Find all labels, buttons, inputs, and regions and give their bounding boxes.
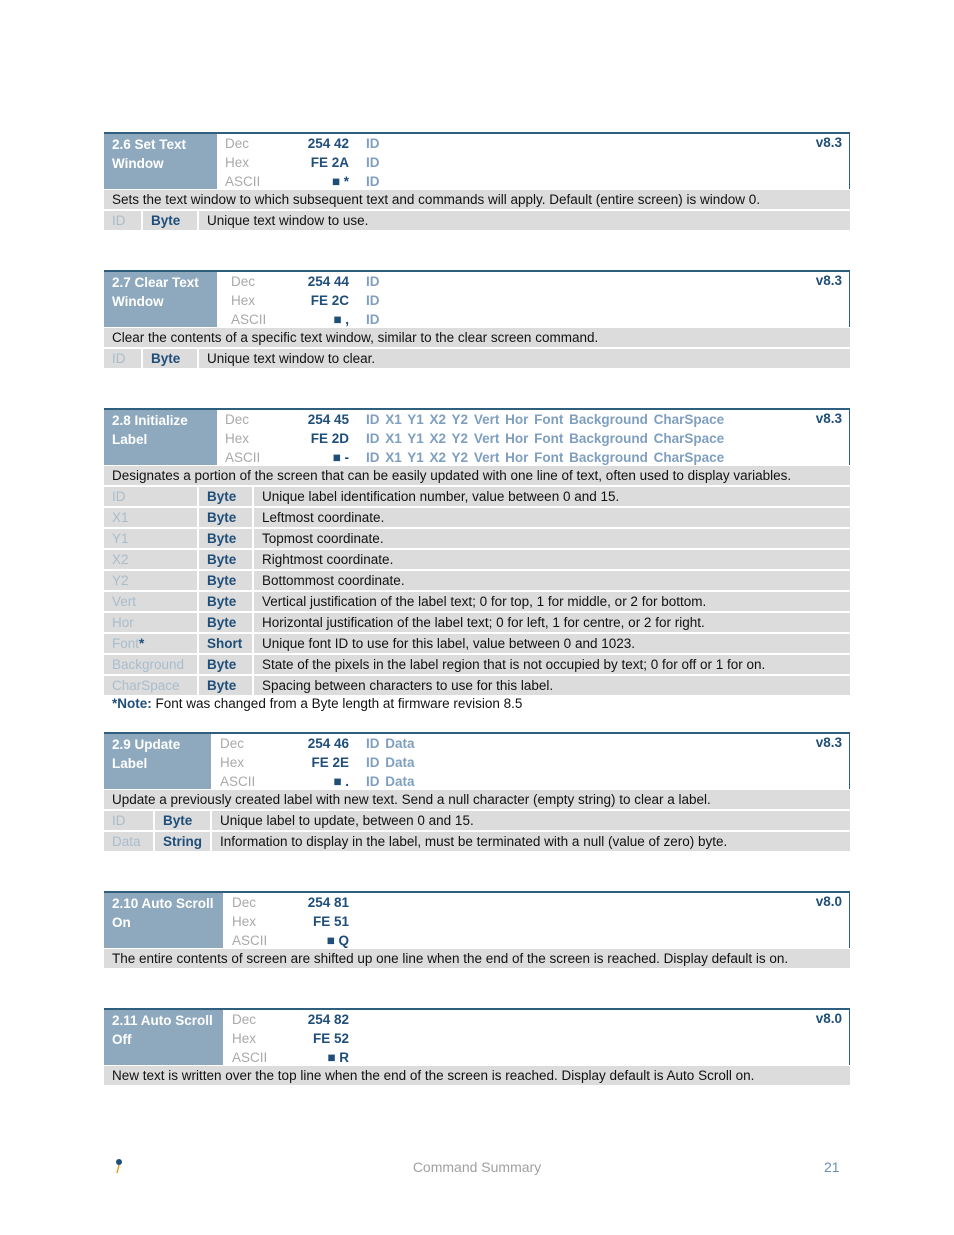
parameter-description: State of the pixels in the label region that is not occupied by text; 0 for off or 1 for on. [262, 657, 766, 672]
command-header [104, 270, 850, 327]
footer-title: Command Summary [412, 1159, 542, 1175]
encoding-label: ASCII [232, 1050, 268, 1065]
command-block [104, 408, 850, 697]
parameter-description: Unique text window to clear. [207, 351, 376, 366]
parameter-type: Byte [199, 550, 254, 569]
command-title [104, 734, 211, 789]
encoding-code: ■ , [333, 312, 349, 327]
parameter-row [104, 592, 850, 613]
encoding-code: FE 2A [310, 155, 349, 170]
parameter-list: ID X1 Y1 X2 Y2 Vert Hor Font Background CharSpace [366, 450, 725, 465]
command-title [104, 410, 217, 465]
command-description: New text is written over the top line when the end of the screen is reached. Display default is Auto Scroll on. [104, 1066, 850, 1087]
parameter-list: ID Data [366, 755, 415, 770]
command-title-line: 2.11 Auto Scroll [112, 1013, 213, 1028]
command-title-line: 2.7 Clear Text [112, 275, 199, 290]
encoding-label: Hex [220, 755, 245, 770]
encoding-code: 254 81 [307, 895, 349, 910]
command-block [104, 1008, 850, 1087]
encoding-label: Dec [225, 136, 250, 151]
command-block [104, 132, 850, 232]
parameter-row [104, 349, 850, 370]
encoding-label: Dec [225, 412, 250, 427]
command-description: Sets the text window to which subsequent text and commands will apply. Default (entire screen) is window 0. [104, 190, 850, 211]
footnote-text: Font was changed from a Byte length at firmware revision 8.5 [151, 696, 523, 711]
footnote [112, 696, 522, 711]
encoding-label: Hex [232, 914, 257, 929]
parameter-description: Horizontal justification of the label text; 0 for left, 1 for centre, or 2 for right. [262, 615, 705, 630]
version-label: v8.0 [815, 894, 842, 909]
asterisk-marker: * [139, 636, 145, 651]
command-title [104, 272, 217, 327]
header-border [104, 734, 850, 789]
parameter-type: Byte [199, 676, 254, 695]
parameter-row [104, 832, 850, 853]
parameter-description: Spacing between characters to use for this label. [262, 678, 554, 693]
encoding-label: ASCII [225, 450, 261, 465]
encoding-code: 254 82 [307, 1012, 349, 1027]
parameter-list: ID Data [366, 774, 415, 789]
parameter-description: Unique text window to use. [207, 213, 369, 228]
encoding-label: ASCII [220, 774, 256, 789]
command-title-line: Off [112, 1032, 132, 1047]
parameter-name: Y2 [104, 571, 199, 590]
command-header [104, 891, 850, 948]
parameter-name: Y1 [104, 529, 199, 548]
command-title-line: Window [112, 156, 164, 171]
parameter-type: Byte [155, 811, 212, 830]
encoding-code: ■ Q [326, 933, 349, 948]
parameter-type: Byte [199, 571, 254, 590]
parameter-row [104, 655, 850, 676]
command-title-line: Label [112, 756, 148, 771]
encoding-code: ■ * [331, 174, 349, 189]
parameter-type: Byte [199, 487, 254, 506]
command-header [104, 732, 850, 789]
command-header [104, 132, 850, 189]
parameter-list: ID X1 Y1 X2 Y2 Vert Hor Font Background CharSpace [366, 412, 725, 427]
command-title [104, 1010, 223, 1065]
parameter-name: CharSpace [104, 676, 199, 695]
encoding-label: Hex [232, 1031, 257, 1046]
parameter-description: Leftmost coordinate. [262, 510, 385, 525]
parameter-row [104, 676, 850, 697]
command-block [104, 732, 850, 853]
version-label: v8.3 [815, 411, 842, 426]
version-label: v8.3 [815, 135, 842, 150]
parameter-list: ID Data [366, 736, 415, 751]
version-label: v8.3 [815, 735, 842, 750]
parameter-type: Byte [143, 349, 199, 368]
parameter-row [104, 211, 850, 232]
encoding-label: Dec [231, 274, 256, 289]
command-description: The entire contents of screen are shifted up one line when the end of the screen is reached. Display default is on. [104, 949, 850, 970]
encoding-code: ■ . [333, 774, 349, 789]
encoding-code: FE 2C [310, 293, 349, 308]
parameter-name: Background [104, 655, 199, 674]
command-block [104, 891, 850, 970]
parameter-name: Data [104, 832, 155, 851]
encoding-code: 254 44 [307, 274, 349, 289]
parameter-type: Byte [143, 211, 199, 230]
encoding-code: ■ R [327, 1050, 349, 1065]
logo-icon [114, 1158, 126, 1174]
encoding-label: Dec [220, 736, 245, 751]
command-description: Update a previously created label with new text. Send a null character (empty string) to clear a label. [104, 790, 850, 811]
parameter-name: X2 [104, 550, 199, 569]
parameter-description: Unique label identification number, value between 0 and 15. [262, 489, 620, 504]
command-title-line: 2.10 Auto Scroll [112, 896, 214, 911]
parameter-name: ID [104, 487, 199, 506]
parameter-row [104, 529, 850, 550]
encoding-code: 254 42 [307, 136, 349, 151]
encoding-label: ASCII [225, 174, 261, 189]
parameter-description: Information to display in the label, must be terminated with a null (value of zero) byte. [220, 834, 728, 849]
parameter-row [104, 811, 850, 832]
command-block [104, 270, 850, 370]
parameter-type: Byte [199, 529, 254, 548]
parameter-name: Font* [104, 634, 199, 653]
parameter-name: ID [104, 811, 155, 830]
command-title-line: 2.8 Initialize [112, 413, 188, 428]
parameter-row [104, 508, 850, 529]
encoding-label: Hex [225, 155, 250, 170]
parameter-name: Vert [104, 592, 199, 611]
parameter-description: Vertical justification of the label text; 0 for top, 1 for middle, or 2 for bottom. [262, 594, 707, 609]
encoding-code: FE 52 [312, 1031, 349, 1046]
encoding-label: Hex [225, 431, 250, 446]
parameter-list: ID [366, 155, 380, 170]
parameter-type: Byte [199, 613, 254, 632]
version-label: v8.3 [815, 273, 842, 288]
parameter-type: Byte [199, 508, 254, 527]
encoding-label: ASCII [232, 933, 268, 948]
parameter-list: ID [366, 274, 380, 289]
encoding-label: Hex [231, 293, 256, 308]
parameter-list: ID [366, 136, 380, 151]
command-title [104, 893, 223, 948]
encoding-code: FE 51 [312, 914, 349, 929]
parameter-list: ID [366, 312, 380, 327]
command-header [104, 1008, 850, 1065]
command-description: Designates a portion of the screen that can be easily updated with one line of text, often used to display variables. [104, 466, 850, 487]
command-title [104, 134, 217, 189]
command-title-line: 2.6 Set Text [112, 137, 187, 152]
parameter-name: ID [104, 349, 143, 368]
encoding-label: Dec [232, 1012, 257, 1027]
parameter-list: ID [366, 174, 380, 189]
parameter-type: Byte [199, 592, 254, 611]
encoding-code: ■ - [332, 450, 349, 465]
parameter-description: Bottommost coordinate. [262, 573, 405, 588]
parameter-description: Unique label to update, between 0 and 15. [220, 813, 474, 828]
parameter-type: String [155, 832, 212, 851]
parameter-row [104, 634, 850, 655]
parameter-row [104, 613, 850, 634]
command-title-line: Label [112, 432, 148, 447]
command-title-line: 2.9 Update [112, 737, 181, 752]
command-title-line: Window [112, 294, 164, 309]
encoding-label: Dec [232, 895, 257, 910]
encoding-code: FE 2E [311, 755, 349, 770]
parameter-description: Unique font ID to use for this label, value between 0 and 1023. [262, 636, 635, 651]
parameter-list: ID [366, 293, 380, 308]
page-number: 21 [824, 1159, 840, 1175]
parameter-name: X1 [104, 508, 199, 527]
parameter-row [104, 550, 850, 571]
parameter-type: Short [199, 634, 254, 653]
encoding-code: FE 2D [310, 431, 349, 446]
command-header [104, 408, 850, 465]
parameter-type: Byte [199, 655, 254, 674]
version-label: v8.0 [815, 1011, 842, 1026]
parameter-name: ID [104, 211, 143, 230]
parameter-description: Rightmost coordinate. [262, 552, 394, 567]
command-title-line: On [112, 915, 131, 930]
parameter-list: ID X1 Y1 X2 Y2 Vert Hor Font Background CharSpace [366, 431, 725, 446]
encoding-code: 254 45 [307, 412, 349, 427]
parameter-row [104, 487, 850, 508]
parameter-row [104, 571, 850, 592]
command-description: Clear the contents of a specific text window, similar to the clear screen command. [104, 328, 850, 349]
encoding-label: ASCII [231, 312, 267, 327]
parameter-description: Topmost coordinate. [262, 531, 384, 546]
footnote-label: *Note: [112, 696, 152, 711]
parameter-name: Hor [104, 613, 199, 632]
encoding-code: 254 46 [307, 736, 349, 751]
